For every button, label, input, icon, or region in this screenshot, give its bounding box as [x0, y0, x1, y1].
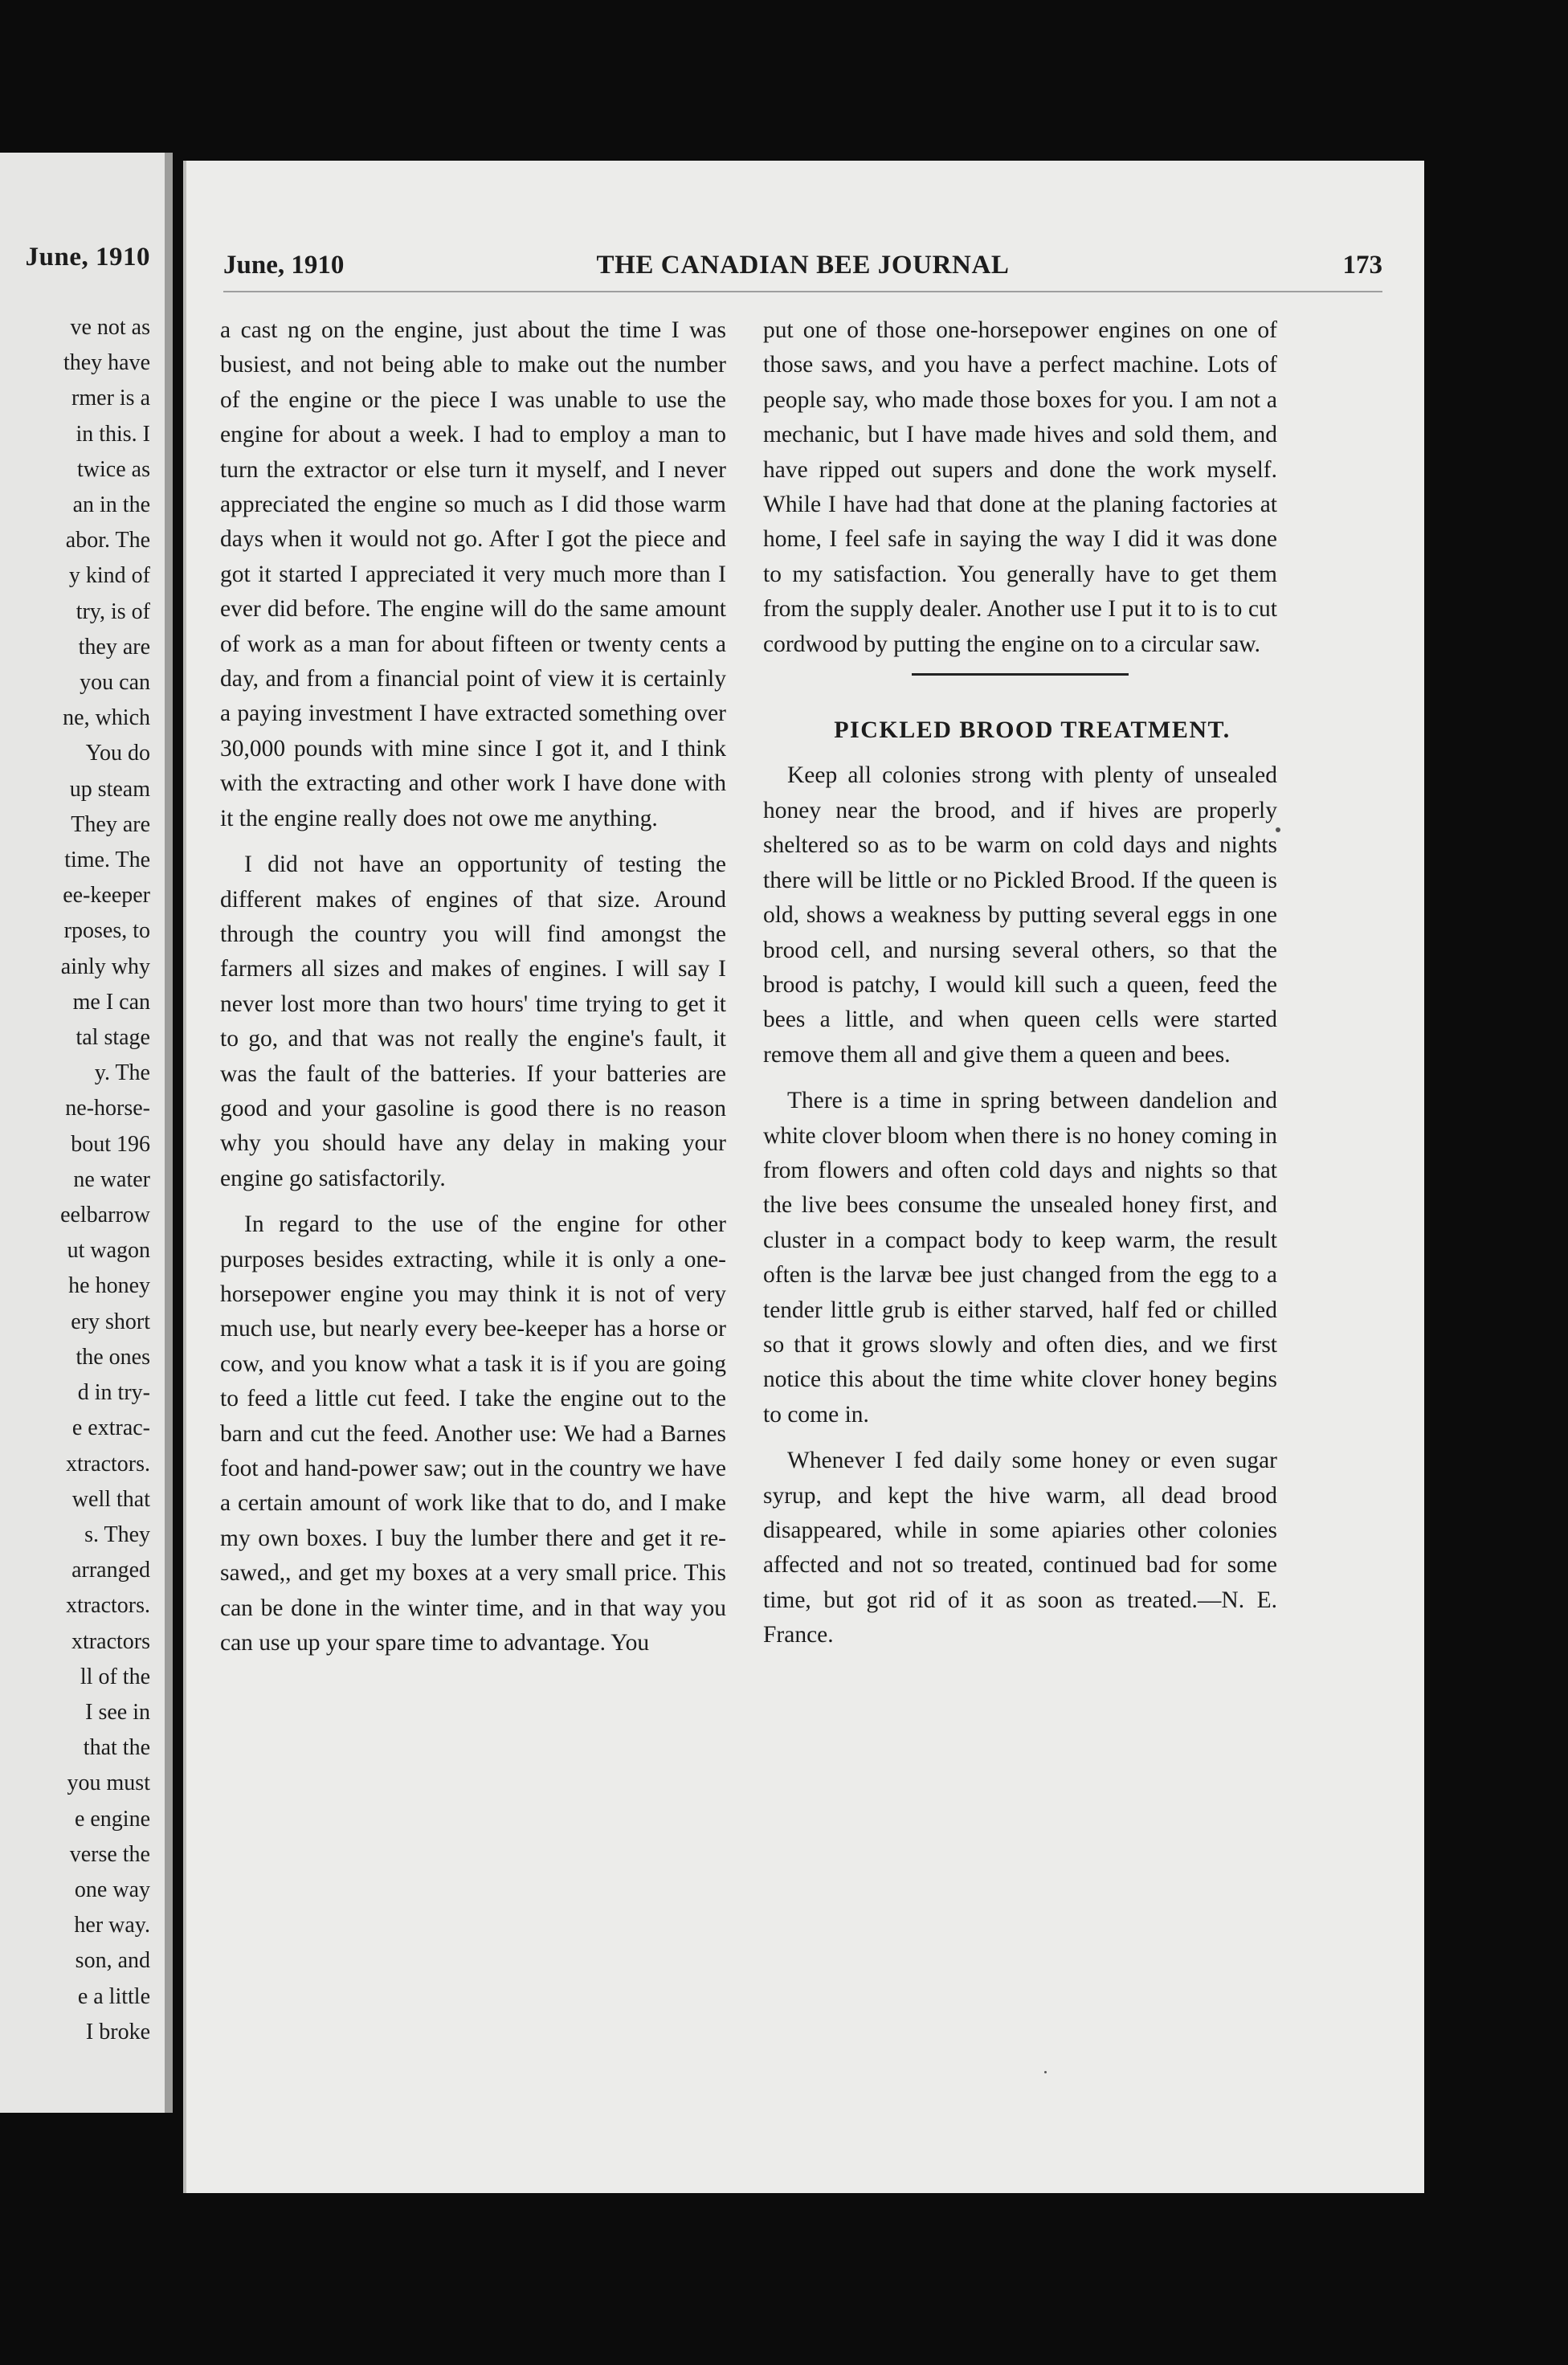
header-date: June, 1910	[223, 251, 345, 280]
scan-speck	[1276, 827, 1280, 832]
facing-line: ve not as	[70, 315, 150, 340]
facing-line: ut wagon	[67, 1238, 150, 1264]
facing-page-text	[60, 310, 150, 2050]
facing-line: the ones	[76, 1344, 150, 1370]
facing-line: they are	[78, 634, 150, 660]
right-column	[763, 313, 1277, 1653]
paragraph: There is a time in spring between dandelion and white clover bloom when there is no honey coming in from flowers and often cold days and nights so that the live bees consume the unsealed honey first, and cluster in a compact body to keep warm, the result often is the larvæ bee just changed from the egg to a tender little grub is either starved, half fed or chilled so that it grows slowly and often dies, and we first notice this about the time white clover honey begins to come in.	[763, 1088, 1277, 1428]
facing-line: tal stage	[76, 1025, 150, 1051]
facing-line: time. The	[64, 848, 150, 873]
facing-line: rmer is a	[71, 386, 150, 411]
facing-line: you must	[67, 1771, 150, 1796]
facing-line: e extrac-	[71, 1415, 150, 1441]
facing-line: that the	[83, 1735, 150, 1761]
facing-line: try, is of	[76, 598, 150, 624]
facing-line: he honey	[68, 1273, 150, 1299]
header-rule	[223, 291, 1382, 292]
facing-line: ne-horse-	[65, 1096, 150, 1121]
facing-line: arranged	[71, 1558, 150, 1583]
facing-line: verse the	[69, 1841, 150, 1867]
facing-line: up steam	[69, 776, 150, 802]
facing-line: I see in	[85, 1699, 150, 1725]
facing-line: me I can	[72, 989, 150, 1015]
paragraph: a cast ng on the engine, just about the time I was busiest, and not being able to make out the number of the engine or the piece I was unable to use the engine for about a week. I had to employ a man to turn the extractor or else turn it myself, and I never appreciated the engine so much as I did those warm days when it would not go. After I got the piece and got it started I appreciated it very much more than I ever did before. The engine will do the same amount of work as a man for about fifteen or twenty cents a day, and from a financial point of view it is certainly a paying investment I have extracted something over 30,000 pounds with mine since I got it, and I think with the extracting and other work I have done with it the engine really does not owe me anything.	[220, 317, 726, 831]
facing-line: son, and	[75, 1948, 150, 1974]
facing-line: ery short	[71, 1309, 150, 1334]
facing-line: bout 196	[71, 1131, 150, 1157]
paragraph: I did not have an opportunity of testing the different makes of engines of that size. Around through the country you will find amongst the farmers all sizes and makes of engines. I will say I never lost more than two hours' time trying to get it to go, and that was not really the engine's fault, it was the fault of the batteries. If your batteries are good and your gasoline is good there is no reason why you should have any delay in making your engine go satisfactorily.	[220, 852, 726, 1191]
facing-line: an in the	[72, 492, 150, 518]
paragraph: Keep all colonies strong with plenty of unsealed honey near the brood, and if hives are properly sheltered so as to be warm on cold days and nights there will be little or no Pickled Brood. If the queen is old, shows a weakness by putting several eggs in one brood cell, and nursing several others, so that the brood is patchy, I would kill such a queen, feed the bees a little, and when queen cells were started remove them all and give them a queen and bees.	[763, 762, 1277, 1068]
facing-line: ee-keeper	[63, 883, 150, 909]
facing-line: twice as	[77, 456, 150, 482]
facing-line: They are	[71, 811, 150, 837]
section-heading: PICKLED BROOD TREATMENT.	[834, 717, 1231, 744]
facing-line: her way.	[74, 1913, 150, 1938]
facing-line: y kind of	[68, 563, 150, 589]
paragraph: In regard to the use of the engine for other purposes besides extracting, while it is only a one-horsepower engine you may think it is not of very much use, but nearly every bee-keeper has a horse or cow, and you know what a task it is if you are going to feed a little cut feed. I take the engine out to the barn and cut the feed. Another use: We had a Barnes foot and hand-power saw; out in the country we have a certain amount of work like that to do, and I make my own boxes. I buy the lumber there and get it re-sawed,, and get my boxes at a very small price. This can be done in the winter time, and in that way you can use up your spare time to advantage. You	[220, 1211, 726, 1656]
facing-line: e a little	[77, 1983, 150, 2009]
facing-line: ne, which	[63, 705, 150, 731]
facing-line: s. They	[84, 1522, 150, 1547]
facing-line: I broke	[85, 2019, 150, 2044]
facing-line: y. The	[94, 1060, 150, 1086]
running-header	[223, 251, 1382, 288]
paragraph: put one of those one-horsepower engines on one of those saws, and you have a perfect machine. Lots of people say, who made those boxes for you. I am not a mechanic, but I have made hives and sold them, and have ripped out supers and done the work myself. While I have had that done at the planing factories at home, I feel safe in saying the way I did it was done to my satisfaction. You generally have to get them from the supply dealer. Another use I put it to is to cut cordwood by putting the engine on to a circular saw.	[763, 317, 1277, 657]
page-number: 173	[1342, 251, 1382, 280]
facing-line: ll of the	[80, 1664, 150, 1689]
facing-line: You do	[85, 741, 150, 766]
facing-line: xtractors	[71, 1628, 150, 1654]
facing-line: ne water	[73, 1166, 150, 1192]
facing-page-fragment	[0, 153, 173, 2113]
left-column	[220, 313, 726, 1660]
facing-line: in this. I	[76, 421, 150, 447]
facing-line: xtractors.	[66, 1593, 150, 1619]
section-divider	[912, 673, 1129, 676]
facing-line: rposes, to	[63, 918, 150, 944]
facing-page-header: June, 1910	[25, 243, 150, 272]
facing-line: they have	[63, 350, 150, 376]
facing-line: ainly why	[60, 954, 150, 979]
facing-line: eelbarrow	[60, 1203, 150, 1228]
journal-page	[183, 161, 1424, 2193]
facing-line: xtractors.	[66, 1451, 150, 1477]
facing-line: d in try-	[77, 1380, 150, 1406]
paragraph: Whenever I fed daily some honey or even sugar syrup, and kept the hive warm, all dead brood disappeared, while in some apiaries other colonies affected and not so treated, continued bad for some time, but got rid of it as soon as treated.—N. E. France.	[763, 1448, 1277, 1648]
facing-line: well that	[71, 1486, 150, 1512]
facing-line: e engine	[74, 1806, 150, 1832]
facing-line: one way	[74, 1877, 150, 1902]
scan-speck	[1044, 2071, 1047, 2073]
facing-line: you can	[80, 670, 150, 696]
journal-title: THE CANADIAN BEE JOURNAL	[596, 251, 1010, 280]
facing-line: abor. The	[65, 528, 150, 553]
